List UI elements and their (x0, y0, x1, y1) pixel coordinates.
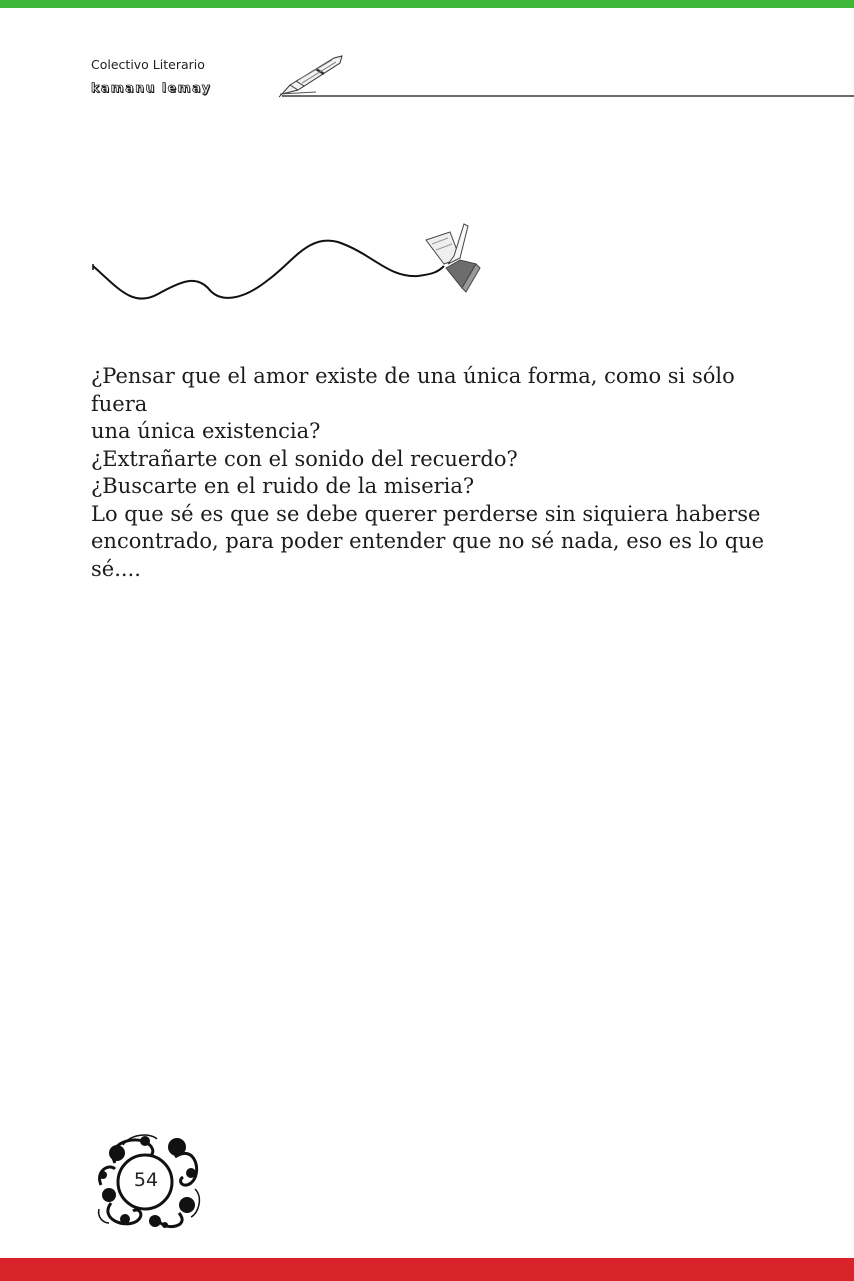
collective-label: Colectivo Literario (91, 57, 205, 72)
open-book-icon (426, 224, 480, 292)
text-line: ¿Extrañarte con el sonido del recuerdo? (91, 446, 518, 471)
bottom-accent-bar (0, 1258, 854, 1281)
text-line: una única existencia? (91, 419, 321, 443)
wavy-line-with-book (88, 218, 488, 318)
fountain-pen-icon (276, 52, 348, 98)
header-rule (282, 95, 854, 97)
text-line: ¿Pensar que el amor existe de una única forma, como si sólo fuera (91, 364, 735, 416)
text-line: ¿Buscarte en el ruido de la miseria? (91, 474, 475, 498)
page-number: 54 (133, 1169, 159, 1191)
brand-name: kamanu lemay (91, 80, 212, 95)
poem-text (91, 363, 791, 583)
top-accent-bar (0, 0, 854, 8)
text-line: encontrado, para poder entender que no sé nada, eso es lo que sé.... (91, 529, 765, 581)
text-line: Lo que sé es que se debe querer perderse sin siquiera haberse (91, 501, 761, 526)
